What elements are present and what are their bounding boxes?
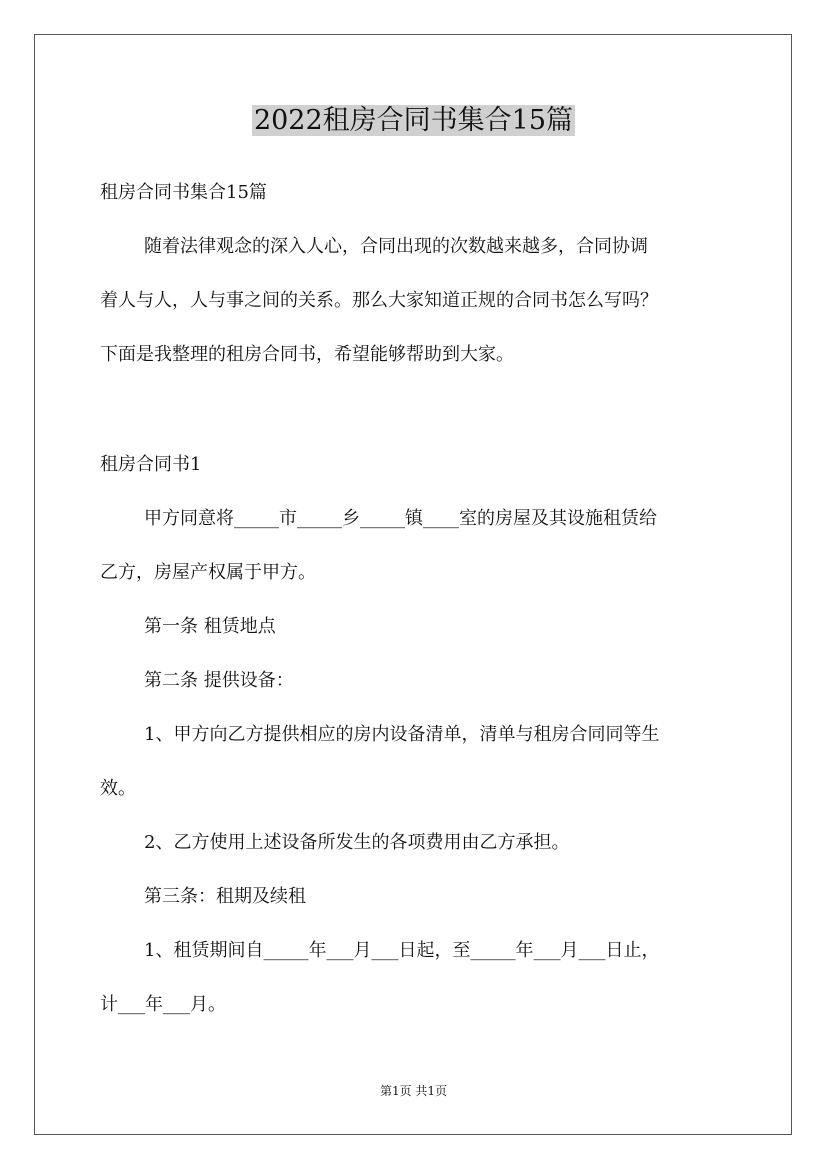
body-line-8: 第三条：租期及续租: [144, 886, 306, 907]
intro-line-2: 着人与人，人与事之间的关系。那么大家知道正规的合同书怎么写吗？: [100, 290, 658, 311]
intro-line-1: 随着法律观念的深入人心，合同出现的次数越来越多，合同协调: [144, 236, 648, 257]
body-line-4: 第二条 提供设备：: [144, 670, 294, 691]
document-subtitle: 租房合同书集合15篇: [100, 182, 267, 203]
body-line-5: 1、甲方向乙方提供相应的房内设备清单，清单与租房合同同等生: [144, 724, 660, 745]
page-footer: 第1页 共1页: [379, 1084, 448, 1098]
body-line-1: 甲方同意将_____市_____乡_____镇____室的房屋及其设施租赁给: [144, 508, 657, 529]
intro-line-3: 下面是我整理的租房合同书，希望能够帮助到大家。: [100, 344, 514, 365]
body-line-3: 第一条 租赁地点: [144, 616, 276, 637]
document-title-text: 2022租房合同书集合15篇: [253, 105, 574, 136]
body-line-9: 1、租赁期间自_____年___月___日起，至_____年___月___日止，: [144, 940, 660, 961]
body-line-2: 乙方，房屋产权属于甲方。: [100, 562, 316, 583]
document-title: [0, 98, 827, 144]
section-heading: 租房合同书1: [100, 454, 202, 475]
body-line-10: 计___年___月。: [100, 994, 226, 1015]
body-line-7: 2、乙方使用上述设备所发生的各项费用由乙方承担。: [144, 832, 570, 853]
body-line-6: 效。: [100, 778, 136, 799]
